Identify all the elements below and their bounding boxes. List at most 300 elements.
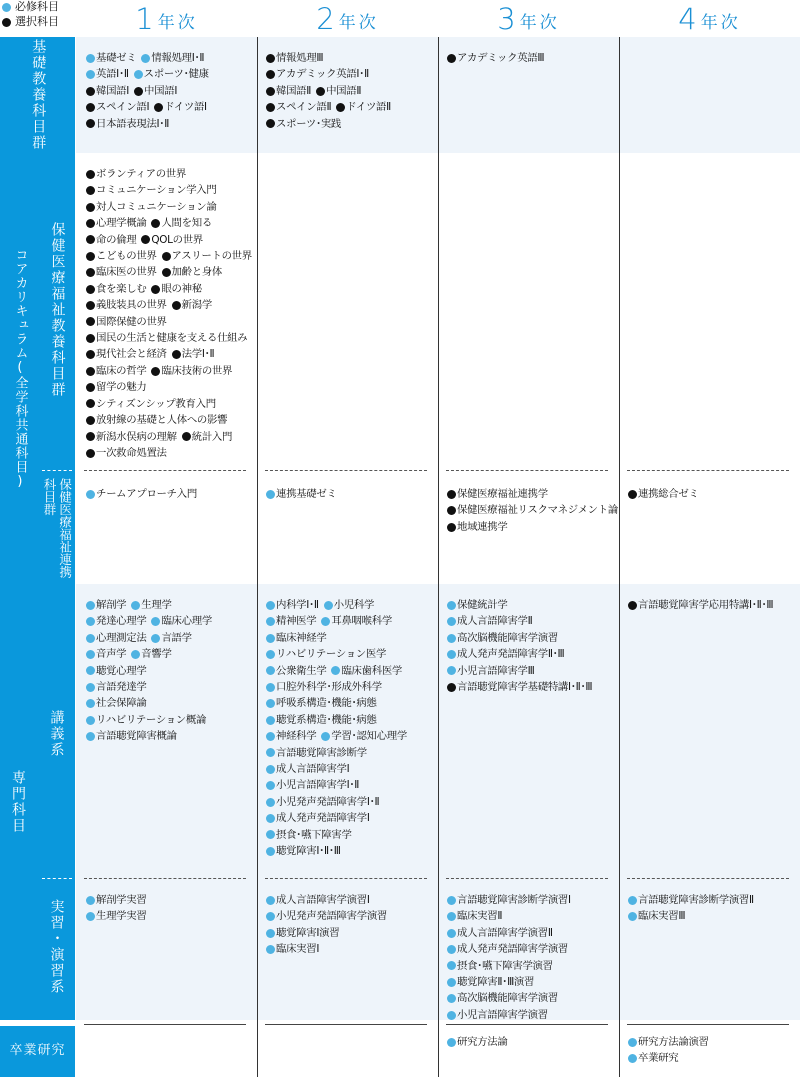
course-line xyxy=(86,346,257,362)
course-name: 摂食･嚥下障害学 xyxy=(276,828,352,841)
required-dot-icon xyxy=(86,650,95,659)
required-dot-icon xyxy=(151,634,160,643)
elective-dot-icon xyxy=(86,416,95,425)
required-dot-icon xyxy=(86,716,95,725)
required-dot-icon xyxy=(134,70,143,79)
course-name: 生理学 xyxy=(141,599,172,611)
course-item xyxy=(86,215,146,231)
course-line xyxy=(86,679,217,695)
course-item xyxy=(266,728,316,744)
required-dot-icon xyxy=(331,666,340,675)
course-line xyxy=(86,613,217,629)
course-name: 臨床実習Ⅰ xyxy=(276,943,320,956)
course-item xyxy=(447,974,534,990)
course-item xyxy=(447,941,568,957)
course-line xyxy=(447,958,576,974)
course-name: 日本語表現法Ⅰ･Ⅱ xyxy=(96,117,170,130)
course-line xyxy=(447,941,576,957)
course-item xyxy=(628,908,685,924)
required-dot-icon xyxy=(447,945,456,954)
required-dot-icon xyxy=(628,912,637,921)
course-name: 臨床医の世界 xyxy=(96,266,157,279)
course-item xyxy=(266,630,326,646)
category-major-lecture-label: 講義系 xyxy=(48,709,65,758)
elective-dot-icon xyxy=(86,235,95,244)
course-line xyxy=(266,679,412,695)
course-item xyxy=(86,597,126,613)
elective-dot-icon xyxy=(266,54,275,63)
course-item xyxy=(447,663,535,679)
course-line xyxy=(86,232,257,248)
course-line xyxy=(266,925,392,941)
course-name: 言語聴覚障害診断学 xyxy=(276,746,367,759)
course-item xyxy=(86,613,146,629)
course-item xyxy=(447,908,502,924)
row-divider-solid xyxy=(627,1024,789,1025)
course-item xyxy=(86,908,146,924)
course-item xyxy=(266,925,339,941)
course-line xyxy=(447,50,549,66)
required-dot-icon xyxy=(628,1054,637,1063)
required-dot-icon xyxy=(266,650,275,659)
course-name: リハビリテーション医学 xyxy=(276,648,387,661)
course-item xyxy=(628,1034,709,1050)
course-line xyxy=(447,1007,576,1023)
course-name: 言語学 xyxy=(161,631,192,644)
course-item xyxy=(447,597,507,613)
required-dot-icon xyxy=(86,601,95,610)
legend-elective xyxy=(2,15,59,29)
course-item xyxy=(266,794,379,810)
elective-dot-icon xyxy=(162,252,171,261)
course-line xyxy=(86,248,257,264)
course-name: 臨床実習Ⅲ xyxy=(638,910,686,923)
course-item xyxy=(266,712,377,728)
elective-dot-icon xyxy=(266,103,275,112)
course-name: コミュニケーション学入門 xyxy=(96,184,217,197)
elective-dot-icon xyxy=(86,103,95,112)
course-item xyxy=(266,486,337,502)
course-item xyxy=(134,83,177,99)
course-item xyxy=(131,597,171,613)
elective-dot-icon xyxy=(141,235,150,244)
course-line xyxy=(447,486,623,502)
course-line xyxy=(628,1034,714,1050)
course-name: 小児言語障害学Ⅰ･Ⅱ xyxy=(276,779,360,792)
course-item xyxy=(131,646,171,662)
course-item xyxy=(447,630,558,646)
course-line xyxy=(86,330,257,346)
course-item xyxy=(86,66,129,82)
elective-dot-icon xyxy=(336,103,345,112)
course-name: 精神医学 xyxy=(276,615,317,628)
category-major-practice xyxy=(38,884,75,1010)
course-line xyxy=(266,486,342,502)
course-name: 社会保障論 xyxy=(96,697,147,710)
course-name: 新潟学 xyxy=(181,299,212,312)
legend-required-label: 必修科目 xyxy=(15,0,59,13)
course-line xyxy=(266,597,412,613)
course-name: 解剖学 xyxy=(96,599,127,611)
row-divider-solid xyxy=(84,1024,246,1025)
course-item xyxy=(151,215,211,231)
required-dot-icon xyxy=(131,601,140,610)
course-item xyxy=(86,429,177,445)
course-name: 研究方法論 xyxy=(457,1036,508,1048)
course-line xyxy=(447,502,623,518)
required-dot-icon xyxy=(151,617,160,626)
required-dot-icon xyxy=(321,732,330,741)
course-name: チームアプローチ入門 xyxy=(96,488,197,500)
course-name: 言語聴覚障害学応用特講Ⅰ･Ⅱ･Ⅲ xyxy=(638,599,774,611)
elective-dot-icon xyxy=(162,268,171,277)
course-line xyxy=(86,50,214,66)
year-number: 3 xyxy=(497,2,516,36)
course-item xyxy=(447,1007,548,1023)
required-dot-icon xyxy=(266,716,275,725)
course-name: 臨床歯科医学 xyxy=(341,664,402,677)
elective-dot-icon xyxy=(628,601,637,610)
course-item xyxy=(162,264,222,280)
required-dot-icon xyxy=(324,601,333,610)
required-dot-icon xyxy=(266,732,275,741)
course-item xyxy=(86,232,136,248)
course-item xyxy=(447,486,548,502)
required-dot-icon xyxy=(86,54,95,63)
elective-dot-icon xyxy=(172,301,181,310)
year-number: 4 xyxy=(678,2,697,36)
course-line xyxy=(86,379,257,395)
required-dot-icon xyxy=(86,634,95,643)
course-line xyxy=(86,412,257,428)
course-name: 言語発達学 xyxy=(96,681,147,694)
required-dot-icon xyxy=(266,945,275,954)
cell-graduation-y3 xyxy=(447,1034,512,1050)
course-name: 統計入門 xyxy=(191,430,233,443)
course-name: 韓国語Ⅱ xyxy=(276,84,312,97)
row-divider-solid xyxy=(446,1024,608,1025)
course-line xyxy=(86,486,202,502)
elective-dot-icon xyxy=(86,334,95,343)
course-item xyxy=(134,66,209,82)
cell-core-coop-y2 xyxy=(266,486,342,502)
course-name: 成人言語障害学Ⅱ xyxy=(457,615,533,628)
course-line xyxy=(447,663,597,679)
course-line xyxy=(447,1034,512,1050)
course-name: 人間を知る xyxy=(161,217,212,230)
course-name: スポーツ･健康 xyxy=(143,68,209,81)
course-line xyxy=(266,695,412,711)
elective-dot-icon xyxy=(154,103,163,112)
course-name: 学習･認知心理学 xyxy=(331,730,407,743)
course-item xyxy=(86,99,149,115)
course-name: 研究方法論演習 xyxy=(638,1036,709,1048)
course-item xyxy=(447,519,507,535)
required-dot-icon xyxy=(86,490,95,499)
required-dot-icon xyxy=(86,699,95,708)
cell-major-lecture-y2 xyxy=(266,597,412,860)
course-item xyxy=(86,346,167,362)
course-name: ドイツ語Ⅰ xyxy=(164,101,207,114)
course-item xyxy=(266,99,331,115)
course-line xyxy=(447,630,597,646)
elective-dot-icon xyxy=(86,203,95,212)
course-name: 成人言語障害学Ⅰ xyxy=(276,763,350,776)
course-line xyxy=(266,908,392,924)
elective-dot-icon xyxy=(86,399,95,408)
course-line xyxy=(86,646,217,662)
course-line xyxy=(86,712,217,728)
course-item xyxy=(86,264,157,280)
required-dot-icon xyxy=(447,1011,456,1020)
course-name: 眼の神秘 xyxy=(161,282,202,295)
cell-core-coop-y3 xyxy=(447,486,623,535)
cell-major-practice-y4 xyxy=(628,892,759,925)
elective-dot-icon xyxy=(86,432,95,441)
course-name: 現代社会と経済 xyxy=(96,348,167,361)
course-line xyxy=(266,99,396,115)
course-name: 法学Ⅰ･Ⅱ xyxy=(181,348,215,361)
category-graduation xyxy=(0,1026,75,1077)
course-item xyxy=(266,695,377,711)
course-name: 命の倫理 xyxy=(96,233,137,246)
category-major-label-wrap xyxy=(0,584,36,1020)
course-name: 食を楽しむ xyxy=(96,282,147,295)
row-divider xyxy=(627,878,789,879)
course-name: スペイン語Ⅱ xyxy=(276,101,332,114)
required-dot-icon xyxy=(131,650,140,659)
required-dot-icon xyxy=(628,1038,637,1047)
required-dot-icon xyxy=(86,896,95,905)
year-label: 年次 xyxy=(157,13,198,33)
elective-dot-icon xyxy=(316,87,325,96)
course-item xyxy=(86,166,186,182)
course-line xyxy=(447,646,597,662)
course-item xyxy=(141,50,204,66)
course-item xyxy=(266,66,369,82)
course-line xyxy=(86,99,214,115)
row-divider-solid xyxy=(265,1024,427,1025)
course-item xyxy=(447,50,544,66)
course-name: 卒業研究 xyxy=(638,1052,679,1065)
course-name: 解剖学実習 xyxy=(96,894,147,906)
course-name: 情報処理Ⅰ･Ⅱ xyxy=(151,52,205,64)
course-item xyxy=(151,363,232,379)
course-name: 小児発声発語障害学演習 xyxy=(276,910,387,923)
course-name: 高次脳機能障害学演習 xyxy=(457,631,558,644)
course-line xyxy=(266,745,412,761)
cell-core-general-y1 xyxy=(86,166,257,461)
course-line xyxy=(447,613,597,629)
course-item xyxy=(628,1050,678,1066)
year-header-3 xyxy=(438,4,619,34)
category-basic xyxy=(0,37,75,153)
course-name: 国民の生活と健康を支える仕組み xyxy=(96,332,248,345)
course-item xyxy=(324,597,374,613)
course-item xyxy=(447,646,564,662)
required-dot-icon xyxy=(266,490,275,499)
course-name: 成人発声発語障害学Ⅱ･Ⅲ xyxy=(457,648,565,661)
course-name: 聴覚障害Ⅰ･Ⅱ･Ⅲ xyxy=(276,845,341,858)
elective-dot-icon xyxy=(86,383,95,392)
required-dot-icon xyxy=(266,896,275,905)
course-name: 音響学 xyxy=(141,648,172,661)
legend-elective-label: 選択科目 xyxy=(15,15,59,28)
course-name: 臨床の哲学 xyxy=(96,364,147,377)
course-line xyxy=(266,827,412,843)
course-item xyxy=(86,314,167,330)
required-dot-icon xyxy=(266,634,275,643)
cell-major-practice-y3 xyxy=(447,892,576,1023)
required-dot-icon xyxy=(86,683,95,692)
course-line xyxy=(447,925,576,941)
course-line xyxy=(266,941,392,957)
course-name: 心理測定法 xyxy=(96,631,147,644)
course-line xyxy=(86,199,257,215)
required-dot-icon xyxy=(266,798,275,807)
course-name: 言語聴覚障害診断学演習Ⅰ xyxy=(457,894,571,906)
course-item xyxy=(86,486,197,502)
course-name: 保健医療福祉リスクマネジメント論 xyxy=(457,504,618,517)
course-item xyxy=(266,777,359,793)
course-item xyxy=(86,695,146,711)
required-dot-icon xyxy=(266,814,275,823)
course-item xyxy=(151,281,201,297)
cell-basic-y3 xyxy=(447,50,549,66)
elective-dot-icon xyxy=(86,285,95,294)
row-divider xyxy=(446,878,608,879)
course-item xyxy=(266,941,319,957)
elective-dot-icon xyxy=(86,301,95,310)
cell-major-lecture-y3 xyxy=(447,597,597,695)
course-name: 臨床心理学 xyxy=(161,615,212,628)
course-line xyxy=(86,429,257,445)
course-item xyxy=(86,663,146,679)
year-number: 1 xyxy=(135,2,154,36)
course-line xyxy=(86,630,217,646)
course-name: 言語聴覚障害概論 xyxy=(96,730,177,743)
required-dot-icon xyxy=(266,847,275,856)
cell-major-lecture-y1 xyxy=(86,597,217,745)
course-line xyxy=(266,712,412,728)
course-line xyxy=(266,728,412,744)
course-item xyxy=(447,892,571,908)
course-name: 耳鼻咽喉科学 xyxy=(331,615,392,628)
course-name: 臨床神経学 xyxy=(276,631,327,644)
course-name: 心理学概論 xyxy=(96,217,147,230)
course-name: スポーツ･実践 xyxy=(276,117,342,130)
required-dot-icon xyxy=(86,617,95,626)
course-name: 加齢と身体 xyxy=(171,266,222,279)
course-item xyxy=(447,613,532,629)
course-line xyxy=(447,990,576,1006)
course-line xyxy=(628,892,759,908)
row-divider xyxy=(446,470,608,471)
required-dot-icon xyxy=(86,912,95,921)
course-name: 対人コミュニケーション論 xyxy=(96,200,217,213)
elective-dot-icon xyxy=(86,449,95,458)
course-item xyxy=(447,990,558,1006)
course-line xyxy=(86,297,257,313)
course-line xyxy=(86,363,257,379)
course-item xyxy=(141,232,203,248)
required-dot-icon xyxy=(447,978,456,987)
course-line xyxy=(86,281,257,297)
course-line xyxy=(86,182,257,198)
course-item xyxy=(266,843,341,859)
course-item xyxy=(86,728,177,744)
year-label: 年次 xyxy=(519,13,560,33)
course-name: 発達心理学 xyxy=(96,615,147,628)
course-line xyxy=(447,908,576,924)
course-line xyxy=(266,810,412,826)
course-item xyxy=(266,908,387,924)
category-core-label: コアカリキュラム(全学科共通科目) xyxy=(12,247,28,490)
course-name: QOLの世界 xyxy=(151,233,203,246)
course-name: 聴覚心理学 xyxy=(96,664,147,677)
course-name: スペイン語Ⅰ xyxy=(96,101,150,114)
course-item xyxy=(86,50,136,66)
course-name: 小児言語障害学演習 xyxy=(457,1008,548,1021)
course-name: 成人発声発語障害学Ⅰ xyxy=(276,812,370,825)
elective-dot-icon xyxy=(86,252,95,261)
course-name: 呼吸系構造･機能･病態 xyxy=(276,697,377,710)
elective-dot-icon xyxy=(151,367,160,376)
elective-dot-icon xyxy=(172,350,181,359)
course-item xyxy=(628,597,773,613)
category-major-practice-label: 実習・演習系 xyxy=(48,899,65,995)
required-dot-icon xyxy=(447,961,456,970)
required-dot-icon xyxy=(86,70,95,79)
course-line xyxy=(266,663,412,679)
course-name: 聴覚障害Ⅱ･Ⅲ演習 xyxy=(457,976,535,989)
course-line xyxy=(86,892,151,908)
course-item xyxy=(86,679,146,695)
elective-dot-icon xyxy=(86,119,95,128)
elective-dot-icon xyxy=(266,87,275,96)
category-core-general-label: 保健医療福祉教養科目群 xyxy=(49,222,66,398)
cell-basic-y1 xyxy=(86,50,214,132)
course-item xyxy=(86,412,227,428)
category-core-label-wrap xyxy=(0,153,38,584)
year-header-1 xyxy=(76,4,257,34)
course-name: 小児科学 xyxy=(333,599,375,611)
course-name: 中国語Ⅰ xyxy=(144,84,178,97)
required-dot-icon xyxy=(266,683,275,692)
elective-dot-icon xyxy=(2,18,11,27)
course-name: 新潟水俣病の理解 xyxy=(96,430,177,443)
course-line xyxy=(266,777,412,793)
course-name: 生理学実習 xyxy=(96,910,147,923)
course-item xyxy=(86,379,146,395)
required-dot-icon xyxy=(447,994,456,1003)
course-name: アカデミック英語Ⅰ･Ⅱ xyxy=(276,68,369,81)
course-line xyxy=(86,66,214,82)
course-item xyxy=(331,663,402,679)
course-item xyxy=(86,630,146,646)
course-item xyxy=(86,182,216,198)
course-name: 成人言語障害学演習Ⅱ xyxy=(457,926,553,939)
course-name: 保健医療福祉連携学 xyxy=(457,488,548,500)
course-name: シティズンシップ教育入門 xyxy=(96,397,216,410)
required-dot-icon xyxy=(447,896,456,905)
course-line xyxy=(447,892,576,908)
course-name: 内科学Ⅰ･Ⅱ xyxy=(276,599,319,611)
cell-core-coop-y4 xyxy=(628,486,704,502)
course-line xyxy=(266,843,412,859)
course-name: 小児言語障害学Ⅲ xyxy=(457,664,535,677)
row-divider xyxy=(84,878,246,879)
